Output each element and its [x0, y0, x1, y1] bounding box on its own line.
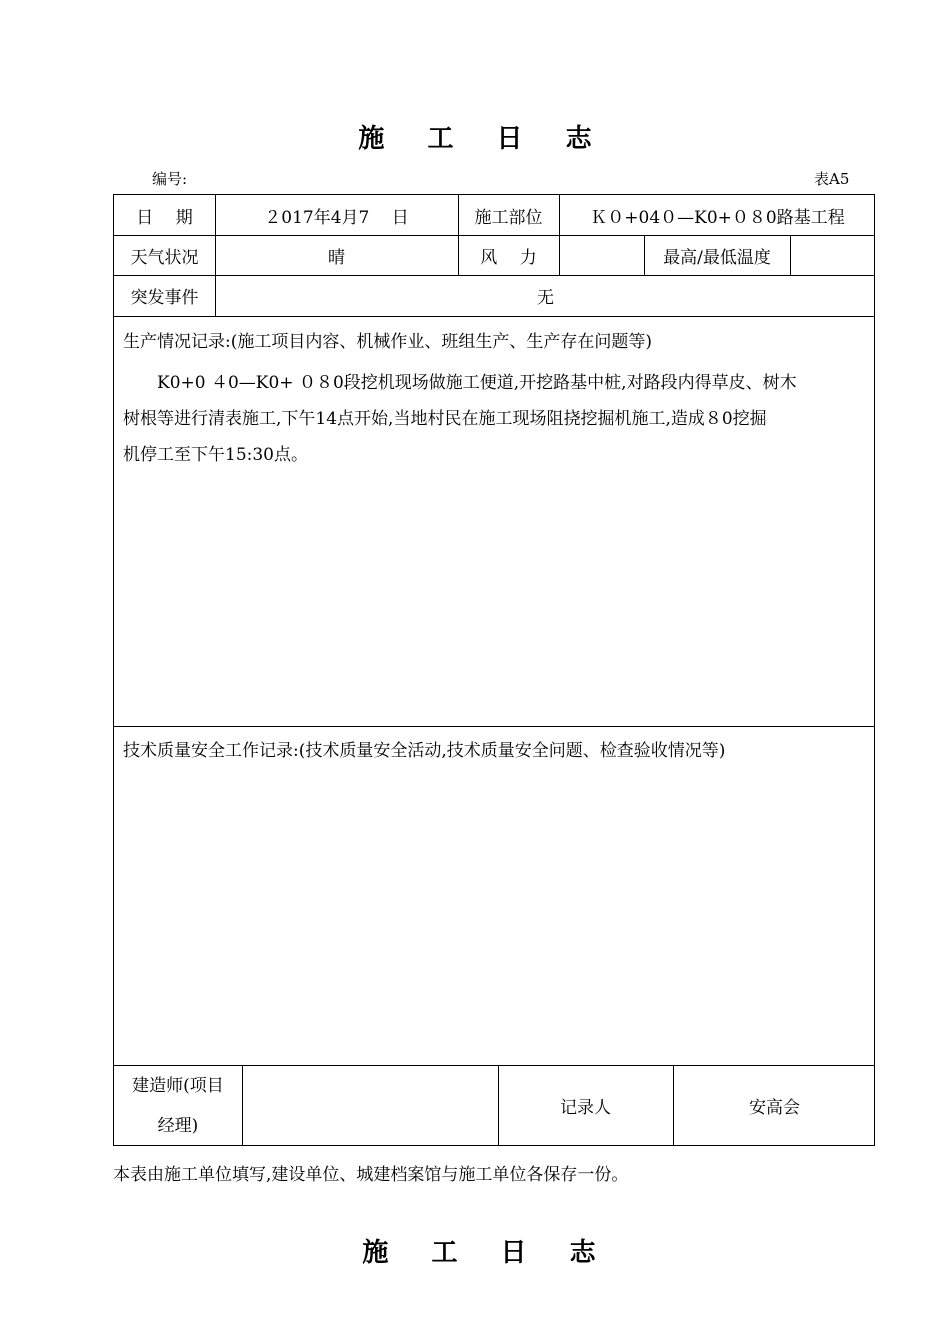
title-char: 施	[358, 124, 385, 154]
weather-value: 晴	[328, 247, 345, 268]
location-label: 施工部位	[474, 207, 543, 228]
production-line: K0+0 ４0—K0+ ０８0段挖机现场做施工便道,开挖路基中桩,对路段内得草皮、树木	[157, 373, 797, 393]
weather-label: 天气状况	[130, 247, 199, 268]
form-code: 表A5	[814, 170, 850, 188]
title-char: 工	[431, 1238, 458, 1268]
builder-signature	[242, 1065, 498, 1146]
temperature-value	[790, 235, 876, 275]
title-char: 志	[569, 1238, 596, 1268]
wind-value	[559, 235, 644, 275]
location-value: Ｋ０+04０—K0+０８0路基工程	[590, 207, 845, 228]
title-char: 工	[427, 124, 454, 154]
recorder-name: 安高会	[749, 1098, 800, 1118]
number-label: 编号:	[152, 170, 188, 188]
page-title	[0, 118, 950, 155]
wind-label: 风 力	[480, 247, 537, 268]
recorder-label: 记录人	[560, 1098, 611, 1118]
builder-label	[114, 1065, 242, 1146]
production-line: 树根等进行清表施工,下午14点开始,当地村民在施工现场阻挠挖掘机施工,造成８0挖掘	[123, 409, 767, 429]
emergency-label: 突发事件	[130, 288, 199, 308]
title-char: 志	[565, 124, 592, 154]
production-line: 机停工至下午15:30点。	[123, 445, 308, 465]
production-record	[123, 365, 871, 473]
builder-label-line: 经理)	[157, 1115, 199, 1136]
next-page-title	[4, 1232, 950, 1269]
emergency-value: 无	[537, 288, 554, 308]
title-char: 日	[500, 1238, 527, 1268]
production-heading: 生产情况记录:(施工项目内容、机械作业、班组生产、生产存在问题等)	[123, 332, 652, 352]
footer-note: 本表由施工单位填写,建设单位、城建档案馆与施工单位各保存一份。	[113, 1165, 629, 1185]
date-label: 日 期	[136, 207, 193, 228]
title-char: 日	[496, 124, 523, 154]
temperature-label: 最高/最低温度	[663, 247, 771, 268]
quality-heading: 技术质量安全工作记录:(技术质量安全活动,技术质量安全问题、检查验收情况等)	[123, 741, 726, 761]
title-char: 施	[362, 1238, 389, 1268]
builder-label-line: 建造师(项目	[132, 1075, 224, 1096]
date-value: ２017年4月7 日	[264, 207, 409, 228]
log-form	[113, 194, 875, 1146]
